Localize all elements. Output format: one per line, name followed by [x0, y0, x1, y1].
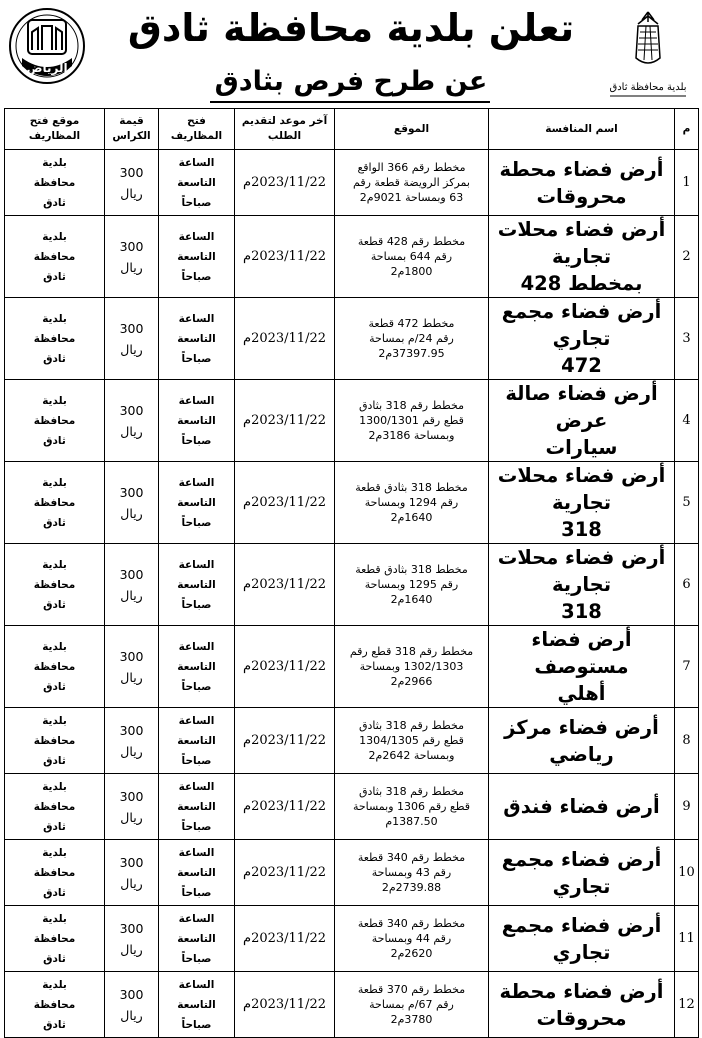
opening-time-cell-line: الساعة	[178, 780, 215, 793]
location-cell	[335, 150, 489, 216]
tender-name-cell	[489, 906, 675, 972]
tender-name-cell-line: أرض فضاء صالة عرض	[505, 382, 658, 432]
opening-time-cell	[159, 774, 235, 840]
opening-place-cell-line: محافظة	[33, 998, 76, 1011]
thadiq-municipality-logo-icon	[602, 6, 694, 102]
opening-place-cell-line: ثادق	[43, 352, 66, 365]
row-number-cell: 12	[675, 972, 699, 1038]
row-number-cell: 5	[675, 462, 699, 544]
opening-place-cell-line: ثادق	[43, 270, 66, 283]
location-cell-line: 2620م2	[390, 947, 433, 960]
tender-name-cell-line: 318	[561, 518, 602, 541]
opening-place-cell	[5, 906, 105, 972]
opening-place-cell-line: محافظة	[33, 734, 76, 747]
location-cell-line: مخطط رقم 340 قطعة	[357, 851, 466, 864]
location-cell-line: مخطط رقم 428 قطعة	[357, 235, 466, 248]
tender-name-cell-line: أرض فضاء محطة	[499, 157, 664, 181]
tender-name-cell-line: أرض فضاء محطة	[499, 979, 664, 1003]
opening-place-cell-line: بلدية	[42, 312, 67, 325]
table-row	[5, 708, 699, 774]
opening-time-cell-line: التاسعة	[177, 496, 216, 509]
opening-time-cell-line: الساعة	[178, 912, 215, 925]
opening-time-cell	[159, 972, 235, 1038]
booklet-price-cell	[105, 544, 159, 626]
table-row	[5, 972, 699, 1038]
opening-place-cell	[5, 462, 105, 544]
booklet-price-cell-line: 300	[119, 238, 144, 254]
opening-time-cell-line: التاسعة	[177, 578, 216, 591]
booklet-price-cell	[105, 840, 159, 906]
opening-time-cell-line: التاسعة	[177, 660, 216, 673]
booklet-price-cell	[105, 298, 159, 380]
location-cell-line: 1302/1303 وبمساحة	[359, 660, 464, 673]
location-cell-line: 2739.88م2	[381, 881, 442, 894]
opening-time-cell-line: التاسعة	[177, 932, 216, 945]
location-cell-line: مخطط رقم 318 بثادق	[358, 785, 464, 798]
location-cell-line: رقم 24/م بمساحة	[369, 332, 454, 345]
opening-time-cell-line: الساعة	[178, 312, 215, 325]
opening-place-cell	[5, 298, 105, 380]
booklet-price-cell	[105, 380, 159, 462]
location-cell	[335, 708, 489, 774]
tender-name-cell	[489, 380, 675, 462]
opening-time-cell-line: التاسعة	[177, 734, 216, 747]
tender-name-cell-line: محروقات	[536, 184, 627, 208]
opening-place-cell-line: ثادق	[43, 820, 66, 833]
opening-place-cell	[5, 380, 105, 462]
location-cell	[335, 626, 489, 708]
location-cell-line: مخطط 318 بثادق قطعة	[355, 481, 468, 494]
table-row	[5, 840, 699, 906]
opening-time-cell-line: صباحاً	[181, 754, 212, 767]
tender-name-cell-line: محروقات	[536, 1006, 627, 1030]
opening-time-cell-line: صباحاً	[181, 516, 212, 529]
location-cell-line: مخطط رقم 318 بثادق	[358, 719, 464, 732]
tender-name-cell	[489, 216, 675, 298]
opening-time-cell-line: الساعة	[178, 394, 215, 407]
location-cell-line: قطع رقم 1306 وبمساحة	[352, 800, 471, 813]
opening-place-cell-line: بلدية	[42, 640, 67, 653]
row-number-cell: 2	[675, 216, 699, 298]
opening-time-cell-line: صباحاً	[181, 886, 212, 899]
location-cell	[335, 544, 489, 626]
booklet-price-cell	[105, 216, 159, 298]
opening-time-cell-line: التاسعة	[177, 250, 216, 263]
location-cell-line: 1640م2	[390, 511, 433, 524]
opening-time-cell-line: صباحاً	[181, 1018, 212, 1031]
tender-name-cell-line: 472	[561, 354, 602, 377]
opening-place-cell-line: ثادق	[43, 434, 66, 447]
row-number-cell: 10	[675, 840, 699, 906]
location-cell-line: رقم 44 وبمساحة	[371, 932, 452, 945]
row-number-cell: 3	[675, 298, 699, 380]
deadline-cell: 2023/11/22م	[235, 380, 335, 462]
booklet-price-cell-line: ريال	[120, 185, 143, 201]
deadline-cell: 2023/11/22م	[235, 150, 335, 216]
tender-name-cell-line: سيارات	[545, 436, 618, 459]
location-cell-line: رقم 67/م بمساحة	[369, 998, 454, 1011]
location-cell	[335, 380, 489, 462]
opening-place-cell-line: محافظة	[33, 496, 76, 509]
table-row	[5, 298, 699, 380]
tender-name-cell	[489, 150, 675, 216]
opening-place-cell-line: بلدية	[42, 156, 67, 169]
booklet-price-cell-line: 300	[119, 920, 144, 936]
opening-place-cell	[5, 774, 105, 840]
tender-name-cell	[489, 840, 675, 906]
opening-place-cell-line: بلدية	[42, 714, 67, 727]
opening-place-cell-line: محافظة	[33, 800, 76, 813]
opening-time-cell	[159, 150, 235, 216]
deadline-cell: 2023/11/22م	[235, 972, 335, 1038]
opening-time-cell-line: الساعة	[178, 476, 215, 489]
opening-place-cell-line: محافظة	[33, 578, 76, 591]
booklet-price-cell-line: ريال	[120, 941, 143, 957]
tenders-table	[4, 108, 699, 1038]
opening-place-cell	[5, 150, 105, 216]
tender-name-cell-line: أرض فضاء محلات تجارية	[497, 546, 666, 596]
opening-time-cell	[159, 840, 235, 906]
booklet-price-cell	[105, 150, 159, 216]
deadline-cell: 2023/11/22م	[235, 626, 335, 708]
booklet-price-cell-line: ريال	[120, 505, 143, 521]
opening-place-cell-line: بلدية	[42, 230, 67, 243]
booklet-price-cell-line: ريال	[120, 875, 143, 891]
booklet-price-cell	[105, 906, 159, 972]
opening-place-cell-line: ثادق	[43, 196, 66, 209]
location-cell-line: وبمساحة 3186م2	[368, 429, 455, 442]
booklet-price-cell-line: ريال	[120, 341, 143, 357]
opening-place-cell-line: محافظة	[33, 332, 76, 345]
header	[0, 0, 702, 106]
table-body	[5, 150, 699, 1038]
opening-place-cell-line: بلدية	[42, 912, 67, 925]
booklet-price-cell	[105, 972, 159, 1038]
location-cell-line: مخطط رقم 370 قطعة	[357, 983, 466, 996]
row-number-cell: 9	[675, 774, 699, 840]
location-cell-line: قطع رقم 1300/1301	[359, 414, 464, 427]
opening-time-cell-line: التاسعة	[177, 998, 216, 1011]
row-number-cell: 11	[675, 906, 699, 972]
opening-time-cell-line: التاسعة	[177, 800, 216, 813]
location-cell-line: قطع رقم 1304/1305	[359, 734, 464, 747]
header-deadline: آخر موعد لتقديم الطلب	[235, 109, 335, 150]
booklet-price-cell-line: 300	[119, 648, 144, 664]
booklet-price-cell-line: 300	[119, 484, 144, 500]
location-cell-line: 2966م2	[390, 675, 433, 688]
deadline-cell: 2023/11/22م	[235, 906, 335, 972]
location-cell	[335, 906, 489, 972]
location-cell-line: مخطط رقم 318 قطع رقم	[349, 645, 474, 658]
header-opening-place: موقع فتح المظاريف	[5, 109, 105, 150]
opening-time-cell-line: صباحاً	[181, 598, 212, 611]
opening-time-cell-line: التاسعة	[177, 332, 216, 345]
opening-place-cell-line: ثادق	[43, 886, 66, 899]
location-cell-line: 3780م2	[390, 1013, 433, 1026]
opening-time-cell	[159, 216, 235, 298]
opening-place-cell-line: محافظة	[33, 250, 76, 263]
booklet-price-cell-line: ريال	[120, 587, 143, 603]
page-subtitle: عن طرح فرص بثادق	[214, 66, 488, 97]
opening-time-cell-line: الساعة	[178, 978, 215, 991]
table-row	[5, 774, 699, 840]
deadline-cell: 2023/11/22م	[235, 708, 335, 774]
location-cell	[335, 774, 489, 840]
svg-text:بلدية محافظة ثادق: بلدية محافظة ثادق	[609, 82, 687, 93]
location-cell	[335, 216, 489, 298]
location-cell-line: مخطط 318 بثادق قطعة	[355, 563, 468, 576]
opening-place-cell-line: ثادق	[43, 754, 66, 767]
location-cell	[335, 298, 489, 380]
opening-place-cell-line: بلدية	[42, 476, 67, 489]
opening-time-cell-line: صباحاً	[181, 820, 212, 833]
tender-name-cell	[489, 298, 675, 380]
opening-place-cell	[5, 626, 105, 708]
booklet-price-cell-line: 300	[119, 986, 144, 1002]
opening-place-cell-line: ثادق	[43, 680, 66, 693]
booklet-price-cell-line: ريال	[120, 259, 143, 275]
opening-time-cell	[159, 544, 235, 626]
booklet-price-cell	[105, 774, 159, 840]
location-cell-line: رقم 1294 وبمساحة	[364, 496, 459, 509]
header-booklet-price: قيمة الكراس	[105, 109, 159, 150]
location-cell-line: 1800م2	[390, 265, 433, 278]
header-tender-name: اسم المنافسة	[489, 109, 675, 150]
table-header-row	[5, 109, 699, 150]
row-number-cell: 1	[675, 150, 699, 216]
opening-place-cell-line: محافظة	[33, 660, 76, 673]
tender-name-cell-line: أرض فضاء مجمع تجاري	[501, 300, 662, 350]
opening-time-cell-line: الساعة	[178, 558, 215, 571]
tender-name-cell-line: أرض فضاء محلات تجارية	[497, 218, 666, 268]
opening-time-cell-line: التاسعة	[177, 176, 216, 189]
table-row	[5, 906, 699, 972]
opening-place-cell-line: بلدية	[42, 558, 67, 571]
booklet-price-cell-line: 300	[119, 854, 144, 870]
location-cell-line: رقم 43 وبمساحة	[371, 866, 452, 879]
opening-time-cell	[159, 708, 235, 774]
booklet-price-cell-line: ريال	[120, 669, 143, 685]
row-number-cell: 8	[675, 708, 699, 774]
opening-place-cell-line: ثادق	[43, 516, 66, 529]
deadline-cell: 2023/11/22م	[235, 216, 335, 298]
booklet-price-cell	[105, 626, 159, 708]
opening-time-cell-line: التاسعة	[177, 414, 216, 427]
location-cell-line: وبمساحة 2642م2	[368, 749, 455, 762]
header-location: الموقع	[335, 109, 489, 150]
header-number: م	[675, 109, 699, 150]
deadline-cell: 2023/11/22م	[235, 840, 335, 906]
tender-name-cell-line: أرض فضاء محلات تجارية	[497, 464, 666, 514]
opening-place-cell-line: محافظة	[33, 932, 76, 945]
booklet-price-cell-line: 300	[119, 722, 144, 738]
opening-time-cell-line: الساعة	[178, 846, 215, 859]
opening-place-cell-line: بلدية	[42, 978, 67, 991]
tender-name-cell-line: أرض فضاء فندق	[503, 795, 660, 818]
table-row	[5, 544, 699, 626]
location-cell-line: مخطط رقم 340 قطعة	[357, 917, 466, 930]
opening-place-cell-line: ثادق	[43, 952, 66, 965]
opening-place-cell	[5, 972, 105, 1038]
tender-name-cell-line: أهلي	[557, 682, 606, 705]
booklet-price-cell-line: ريال	[120, 809, 143, 825]
booklet-price-cell-line: 300	[119, 788, 144, 804]
opening-time-cell-line: التاسعة	[177, 866, 216, 879]
opening-place-cell-line: محافظة	[33, 866, 76, 879]
location-cell-line: رقم 1295 وبمساحة	[364, 578, 459, 591]
opening-place-cell-line: بلدية	[42, 394, 67, 407]
opening-time-cell-line: صباحاً	[181, 196, 212, 209]
row-number-cell: 7	[675, 626, 699, 708]
opening-place-cell-line: بلدية	[42, 780, 67, 793]
booklet-price-cell-line: 300	[119, 402, 144, 418]
opening-time-cell-line: الساعة	[178, 156, 215, 169]
deadline-cell: 2023/11/22م	[235, 462, 335, 544]
deadline-cell: 2023/11/22م	[235, 774, 335, 840]
tender-name-cell	[489, 626, 675, 708]
deadline-cell: 2023/11/22م	[235, 544, 335, 626]
opening-place-cell	[5, 708, 105, 774]
opening-place-cell-line: محافظة	[33, 176, 76, 189]
row-number-cell: 4	[675, 380, 699, 462]
booklet-price-cell-line: ريال	[120, 743, 143, 759]
location-cell	[335, 462, 489, 544]
opening-time-cell-line: صباحاً	[181, 434, 212, 447]
tender-name-cell-line: أرض فضاء مستوصف	[531, 628, 632, 678]
tender-name-cell-line: 318	[561, 600, 602, 623]
booklet-price-cell	[105, 462, 159, 544]
row-number-cell: 6	[675, 544, 699, 626]
tender-name-cell-line: أرض فضاء مركز رياضي	[504, 715, 659, 766]
opening-place-cell	[5, 216, 105, 298]
booklet-price-cell-line: 300	[119, 566, 144, 582]
tender-name-cell	[489, 708, 675, 774]
tender-name-cell-line: أرض فضاء مجمع تجاري	[501, 847, 662, 898]
header-envelope-opening: فتح المظاريف	[159, 109, 235, 150]
opening-time-cell-line: صباحاً	[181, 952, 212, 965]
opening-time-cell	[159, 626, 235, 708]
booklet-price-cell-line: ريال	[120, 423, 143, 439]
location-cell	[335, 972, 489, 1038]
opening-time-cell-line: الساعة	[178, 714, 215, 727]
location-cell-line: 1387.50م	[385, 815, 438, 828]
opening-time-cell	[159, 380, 235, 462]
location-cell-line: 37397.95م2	[378, 347, 445, 360]
opening-time-cell-line: الساعة	[178, 640, 215, 653]
booklet-price-cell-line: 300	[119, 320, 144, 336]
table-row	[5, 626, 699, 708]
opening-time-cell	[159, 906, 235, 972]
location-cell-line: مخطط 472 قطعة	[368, 317, 455, 330]
booklet-price-cell	[105, 708, 159, 774]
location-cell-line: مخطط رقم 366 الواقع	[357, 161, 466, 174]
tender-name-cell	[489, 462, 675, 544]
deadline-cell: 2023/11/22م	[235, 298, 335, 380]
opening-time-cell	[159, 462, 235, 544]
opening-place-cell-line: ثادق	[43, 598, 66, 611]
table-row	[5, 150, 699, 216]
location-cell-line: 63 وبمساحة 9021م2	[359, 191, 464, 204]
page-title: تعلن بلدية محافظة ثادق	[127, 6, 575, 50]
location-cell	[335, 840, 489, 906]
opening-place-cell	[5, 544, 105, 626]
table-row	[5, 380, 699, 462]
riyadh-region-emblem-icon	[8, 6, 86, 88]
table-row	[5, 216, 699, 298]
tender-name-cell	[489, 972, 675, 1038]
opening-time-cell-line: صباحاً	[181, 270, 212, 283]
opening-place-cell-line: ثادق	[43, 1018, 66, 1031]
opening-time-cell	[159, 298, 235, 380]
tender-name-cell	[489, 544, 675, 626]
opening-place-cell-line: محافظة	[33, 414, 76, 427]
tender-name-cell-line: أرض فضاء مجمع تجاري	[501, 913, 662, 964]
booklet-price-cell-line: 300	[119, 164, 144, 180]
opening-place-cell	[5, 840, 105, 906]
location-cell-line: بمركز الرويضة قطعة رقم	[353, 176, 470, 189]
location-cell-line: مخطط رقم 318 بثادق	[358, 399, 464, 412]
opening-place-cell-line: بلدية	[42, 846, 67, 859]
tender-name-cell	[489, 774, 675, 840]
opening-time-cell-line: الساعة	[178, 230, 215, 243]
table-row	[5, 462, 699, 544]
opening-time-cell-line: صباحاً	[181, 352, 212, 365]
location-cell-line: 1640م2	[390, 593, 433, 606]
subtitle-underline	[210, 101, 490, 103]
location-cell-line: رقم 644 بمساحة	[370, 250, 453, 263]
tender-name-cell-line: بمخطط 428	[520, 272, 643, 295]
opening-time-cell-line: صباحاً	[181, 680, 212, 693]
booklet-price-cell-line: ريال	[120, 1007, 143, 1023]
svg-text:الرياض: الرياض	[26, 61, 68, 75]
